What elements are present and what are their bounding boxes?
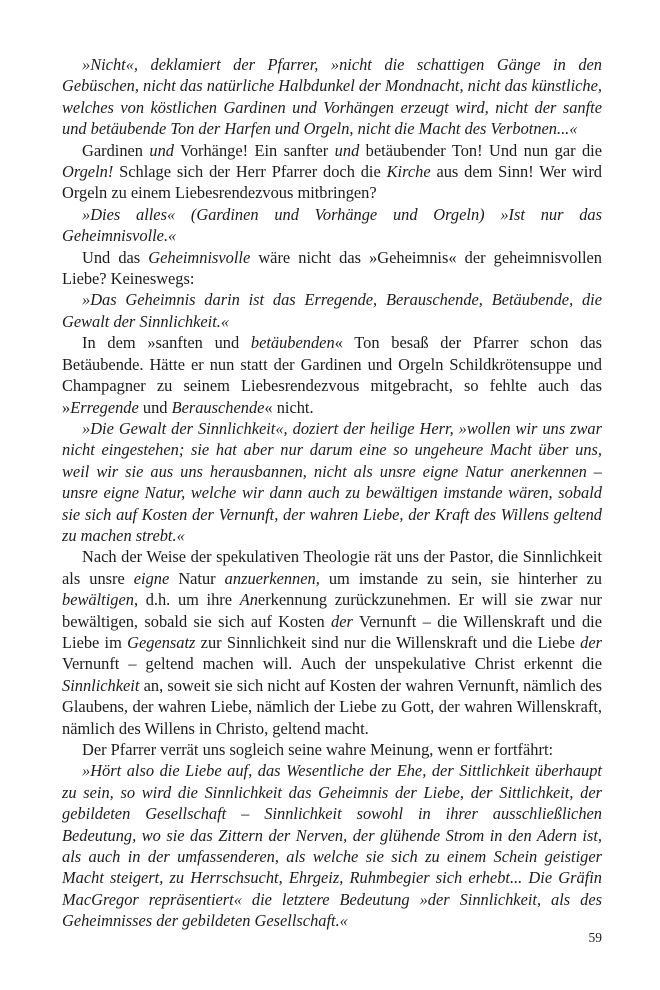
paragraph [62, 418, 602, 546]
italic-text-run: »Das Geheimnis darin ist das Erregende, Berauschende, Betäubende, die Gewalt der Sinnlichkeit.« [62, 290, 602, 331]
text-run: wäre nicht das »Geheimnis« der geheimnisvollen Liebe? Keineswegs: [62, 247, 602, 289]
text-run: zur Sinnlichkeit sind nur die Willenskraft und die Liebe [195, 632, 581, 652]
italic-text-run: Gegensatz [127, 632, 196, 652]
italic-text-run: Orgeln! [62, 162, 114, 182]
text-run: um imstande zu sein, sie hinterher zu [319, 568, 602, 588]
paragraph [62, 204, 602, 247]
text-run: « Ton besaß der Pfarrer schon das Betäubende. Hätte er nun statt der Gardinen und Orgeln Schildkrötensuppe und Champagner zu seinem Liebesrendezvous mitgebracht, so fehlte auch das » [62, 333, 602, 417]
paragraph [62, 739, 602, 760]
text-run: betäubender Ton! Und nun gar die [359, 140, 602, 160]
italic-text-run: »Nicht«, deklamiert der Pfarrer, »nicht die schattigen Gänge in den Gebüschen, nicht das natürliche Halbdunkel der Mondnacht, nicht das künstliche, welches von köstlichen Gardinen und Vorhängen erzeugt wird, nicht der sanfte und betäubende Ton der Harfen und Orgeln, nicht die Macht des Verbotnen...« [62, 55, 602, 139]
text-run: Der Pfarrer verrät uns sogleich seine wahre Meinung, wenn er fortfährt: [82, 740, 554, 759]
italic-text-run: Erregende [70, 397, 139, 417]
text-run: Nach der Weise der spekulativen Theologie rät uns der Pastor, die Sinnlichkeit als unsre [62, 547, 602, 588]
italic-text-run: »Dies alles« (Gardinen und Vorhänge und Orgeln) »Ist nur das Geheimnisvolle.« [62, 204, 602, 246]
text-run: erkennung zurückzunehmen. Er will sie zwar nur bewältigen, sobald sie sich auf Kosten [62, 590, 602, 631]
text-run: Gardinen [82, 140, 150, 160]
text-run: Vorhänge! Ein sanfter [174, 140, 335, 160]
italic-text-run: und [149, 140, 174, 160]
paragraph [62, 289, 602, 332]
italic-text-run: »Die Gewalt der Sinnlichkeit«, doziert der heilige Herr, »wollen wir uns zwar nicht eingestehen; sie hat aber nur darum eine so ungeheure Macht über uns, weil wir sie aus uns herausbannen, nicht als unsre eigne Natur anerkennen – unsre eigne Natur, welche wir dann auch zu bewältigen imstande wären, sobald sie sich auf Kosten der Vernunft, der wahren Liebe, der Kraft des Willens geltend zu machen strebt.« [62, 418, 602, 545]
italic-text-run: und [334, 140, 360, 160]
paragraph [62, 247, 602, 290]
text-run: Vernunft – geltend machen will. Auch der unspekulative Christ erkennt die [62, 654, 602, 674]
page-number: 59 [588, 930, 602, 945]
text-run: Und das [82, 247, 149, 267]
italic-text-run: »Hört also die Liebe auf, das Wesentliche der Ehe, der Sittlichkeit überhaupt zu sein, so wird die Sinnlichkeit das Geheimnis der Liebe, der Sittlichkeit, der gebildeten Gesellschaft – Sinnlichkeit sowohl in ihrer ausschließlichen Bedeutung, wo sie das Zittern der Nerven, der glühende Strom in den Adern ist, als auch in der umfassenderen, als welche sie sich zu einem Schein geistiger Macht steigert, zu Herrschsucht, Ehrgeiz, Ruhmbegier sich erhebt... Die Gräfin MacGregor repräsentiert« die letztere Bedeutung »der Sinnlichkeit, als des Geheimnisses der gebildeten Gesellschaft.« [62, 761, 602, 931]
italic-text-run: An [239, 590, 258, 610]
text-run: Schlage sich der Herr Pfarrer doch die [113, 162, 387, 182]
text-run: aus dem Sinn! Wer wird Orgeln zu einem Liebesrendezvous mitbringen? [62, 162, 602, 203]
italic-text-run: betäubenden [250, 333, 335, 353]
italic-text-run: eigne [133, 568, 170, 588]
text-run: « nicht. [264, 397, 314, 417]
paragraph [62, 140, 602, 204]
italic-text-run: bewältigen [62, 590, 134, 610]
text-run: , d.h. um ihre [133, 590, 240, 610]
italic-text-run: Berauschende [171, 397, 265, 417]
italic-text-run: der [580, 632, 602, 652]
text-block [62, 54, 602, 932]
text-run: Natur [169, 568, 225, 588]
italic-text-run: Sinnlichkeit [62, 675, 140, 695]
italic-text-run: Geheimnisvolle [148, 247, 251, 267]
paragraph [62, 54, 602, 140]
paragraph [62, 332, 602, 418]
text-run: an, soweit sie sich nicht auf Kosten der wahren Vernunft, nämlich des Glaubens, der wahren Liebe, nämlich der Liebe zu Gott, der wahren Willenskraft, nämlich des Willens in Christo, geltend macht. [62, 675, 602, 738]
italic-text-run: der [331, 611, 353, 631]
paragraph [62, 760, 602, 931]
paragraph [62, 546, 602, 739]
italic-text-run: Kirche [386, 162, 431, 182]
text-run: und [138, 397, 172, 417]
text-run: Vernunft – die Willenskraft und die Liebe im [62, 611, 603, 652]
text-run: In dem »sanften und [82, 333, 251, 353]
italic-text-run: anzuerkennen, [224, 568, 320, 588]
